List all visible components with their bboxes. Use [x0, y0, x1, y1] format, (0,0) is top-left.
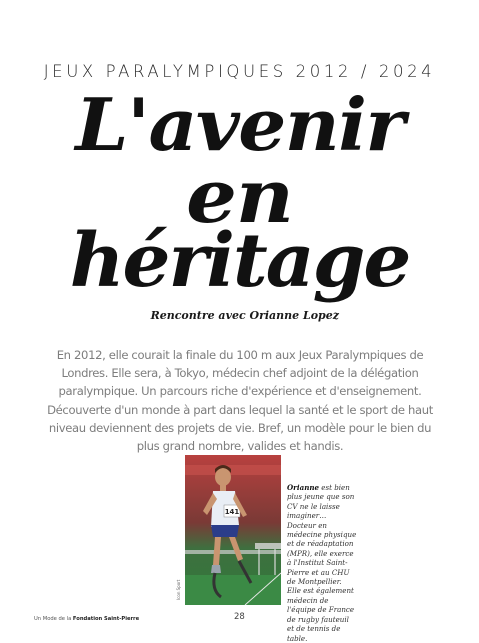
kicker: JEUX PARALYMPIQUES 2012 / 2024 [43, 62, 436, 81]
title-line-1: L'avenir [75, 82, 404, 167]
athlete-illustration [185, 455, 281, 605]
photo-credit: Icon Sport [176, 579, 181, 600]
footer-credit [34, 616, 139, 622]
athlete-photo [185, 455, 281, 605]
caption-text: est bien plus jeune que son CV ne le laisse imaginer… Docteur en médecine physique et de réadaptation (MPR), elle exerce à l'Institut Saint-Pierre et au CHU de Montpellier. Elle est également médecin de l'équipe de France de rugby fauteuil et de tennis de table. [287, 483, 357, 643]
footer-prefix: Un Mode de la [34, 616, 73, 622]
caption-name: Orianne [287, 483, 320, 492]
lede-paragraph: En 2012, elle courait la finale du 100 m aux Jeux Paralympiques de Londres. Elle sera, à Tokyo, médecin chef adjoint de la délégation paralympique. Un parcours riche d'expérience et d'enseignement. Découverte d'un monde à part dans lequel la santé et le sport de haut niveau deviennent des projets de vie. Bref, un modèle pour le bien du plus grand nombre, valides et handis. [47, 348, 433, 454]
byline: Rencontre avec Orianne Lopez [150, 309, 339, 322]
page-number: 28 [234, 612, 245, 622]
photo-caption [287, 483, 357, 643]
bib-number: 141 [224, 508, 240, 516]
title-line-2: en [186, 154, 293, 240]
footer-brand: Fondation Saint-Pierre [72, 616, 140, 622]
title-line-3: héritage [69, 218, 410, 304]
